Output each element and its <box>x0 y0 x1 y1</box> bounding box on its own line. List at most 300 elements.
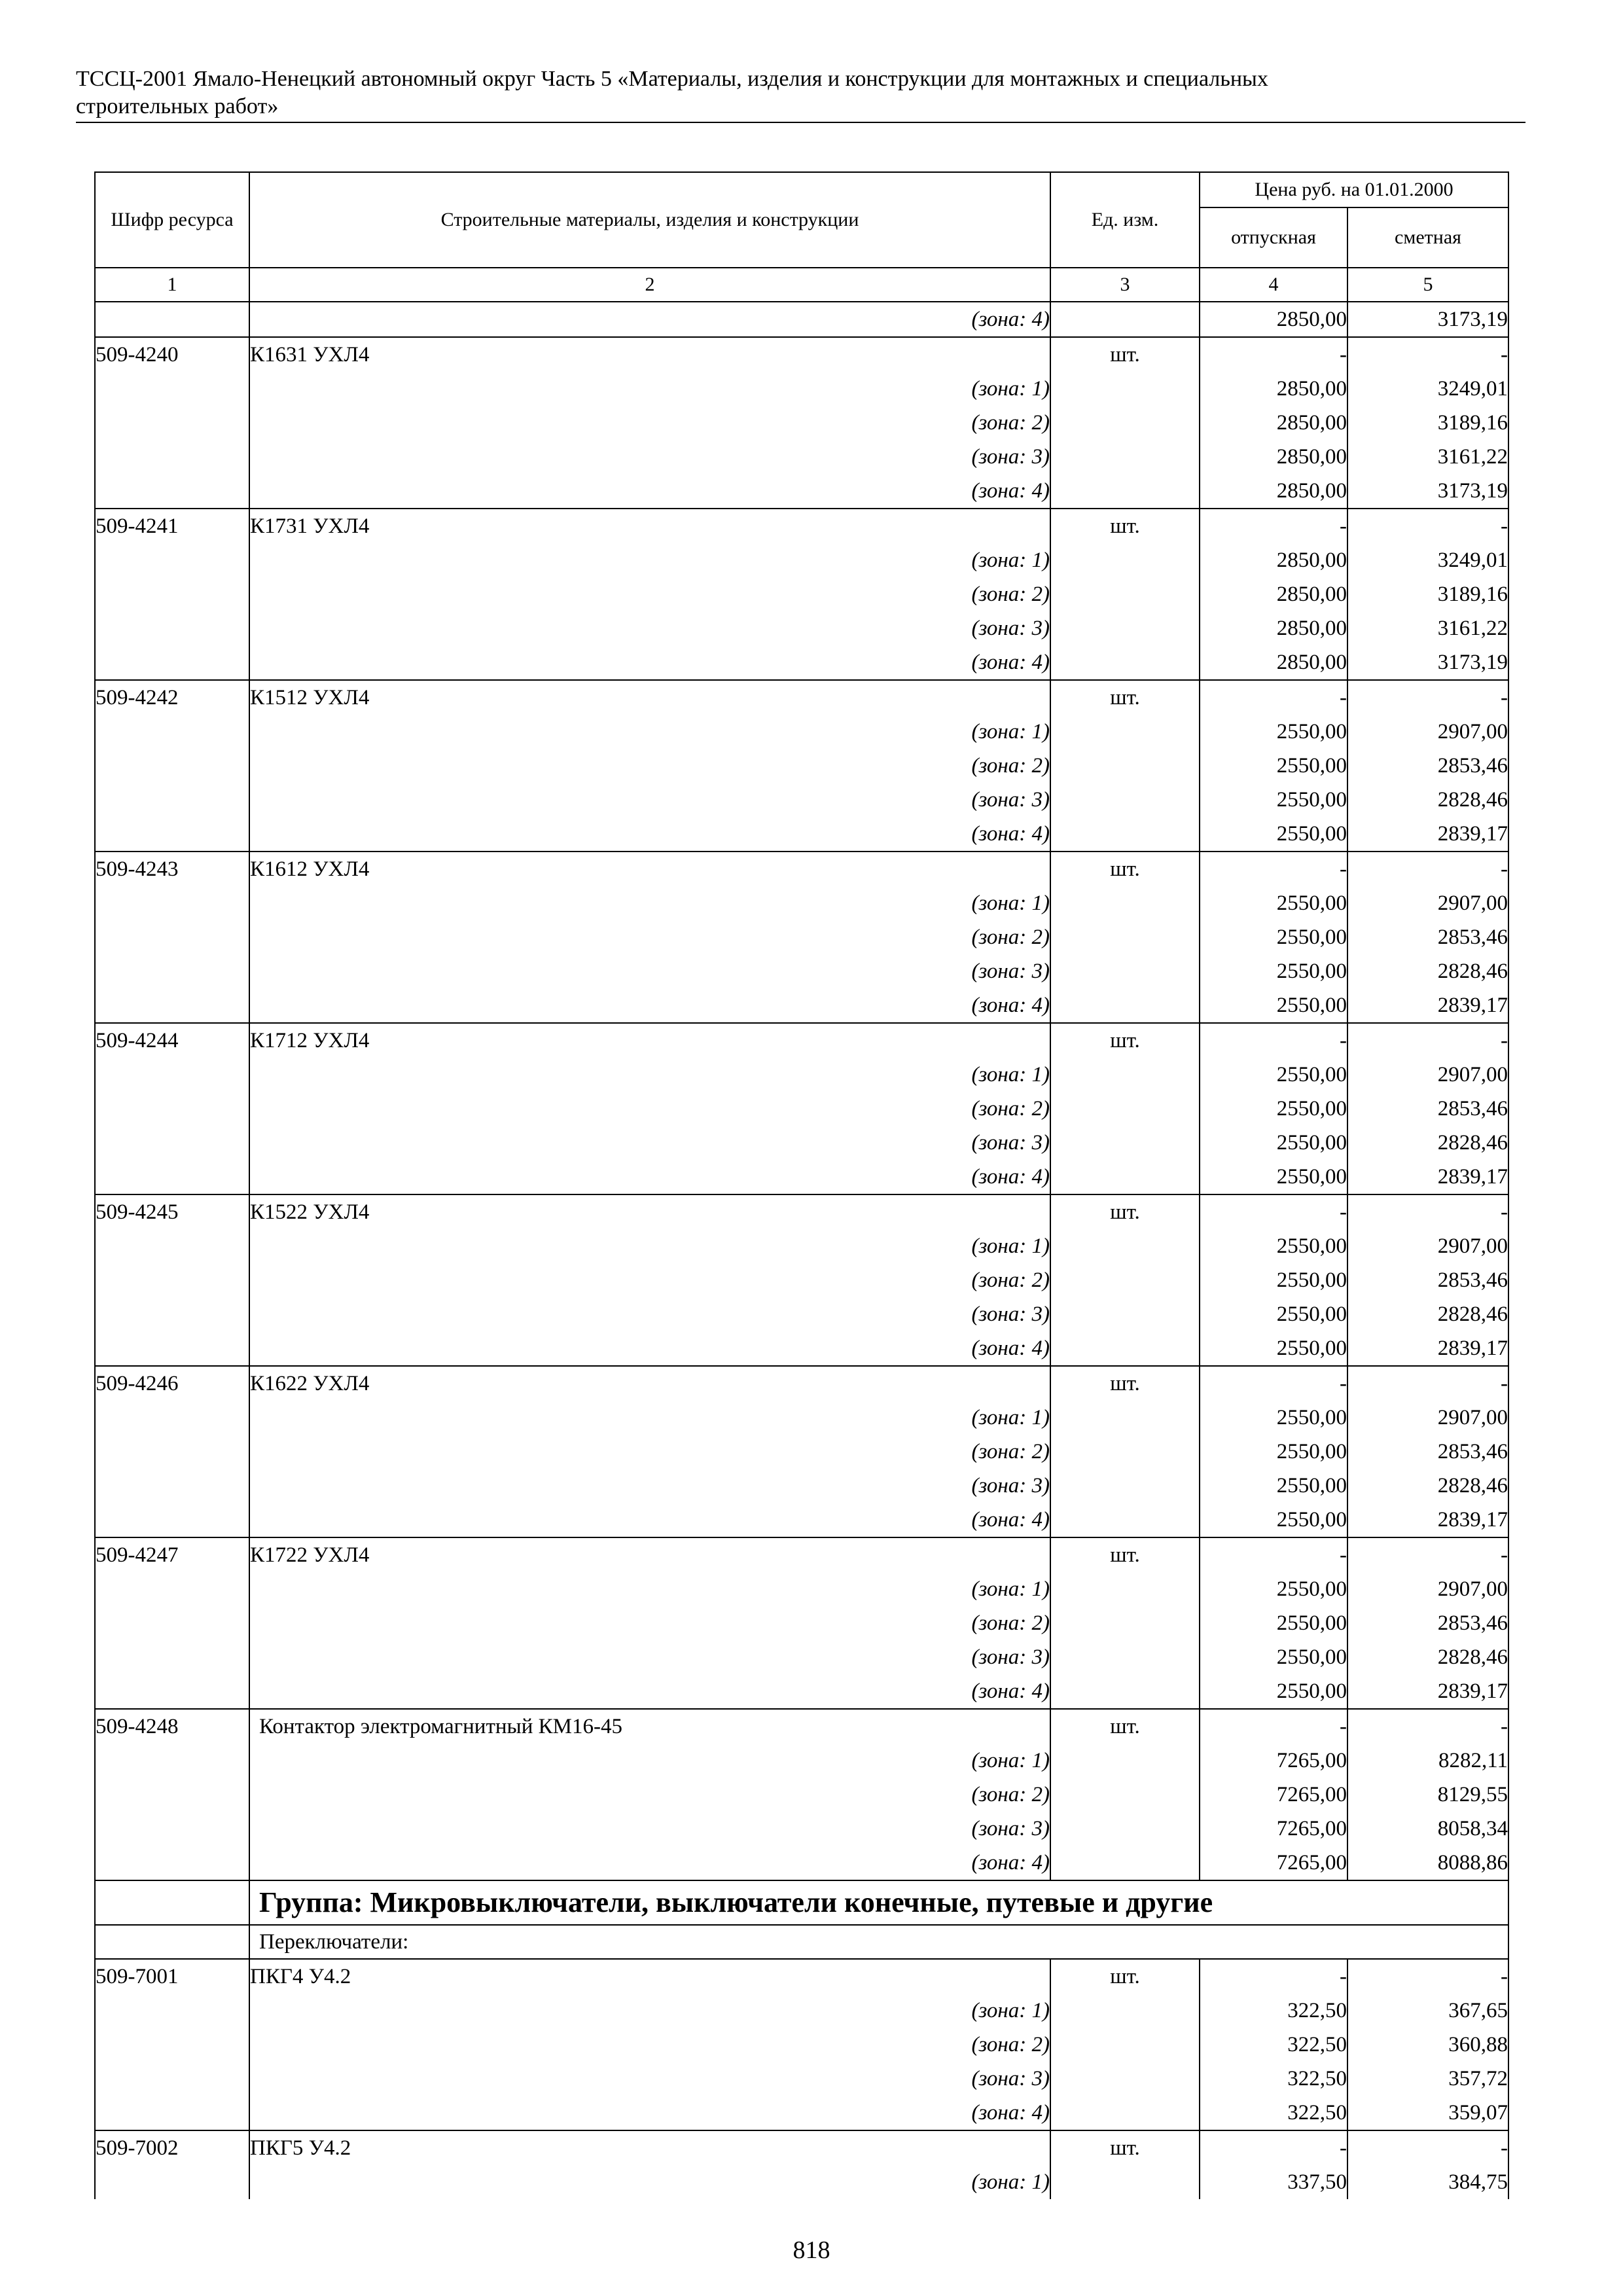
zone-label: (зона: 3) <box>249 611 1050 645</box>
unit-cell <box>1050 1229 1200 1263</box>
code-cell <box>95 406 249 440</box>
unit-cell <box>1050 1092 1200 1126</box>
item-row <box>95 1023 1508 1058</box>
column-number-row <box>95 268 1508 302</box>
zone-row <box>95 1744 1508 1778</box>
unit-cell <box>1050 920 1200 954</box>
unit-cell <box>1050 1640 1200 1674</box>
column-number: 3 <box>1050 268 1200 302</box>
code-cell <box>95 783 249 817</box>
code-cell <box>95 1263 249 1297</box>
unit-cell <box>1050 1572 1200 1606</box>
zone-row <box>95 1126 1508 1160</box>
item-row <box>95 1194 1508 1229</box>
code-cell <box>95 1229 249 1263</box>
zone-row <box>95 1778 1508 1812</box>
code-cell <box>95 1092 249 1126</box>
resource-code: 509-4243 <box>95 852 249 886</box>
zone-row <box>95 1331 1508 1366</box>
zone-row <box>95 749 1508 783</box>
zone-label: (зона: 4) <box>249 1503 1050 1537</box>
document-header <box>76 65 1525 120</box>
zone-row <box>95 1674 1508 1709</box>
zone-row <box>95 1229 1508 1263</box>
estimate-price: - <box>1347 1366 1508 1401</box>
code-cell <box>95 645 249 680</box>
code-cell <box>95 988 249 1023</box>
zone-row <box>95 817 1508 852</box>
resource-code: 509-4246 <box>95 1366 249 1401</box>
unit-cell: шт. <box>1050 1023 1200 1058</box>
release-price: 2850,00 <box>1200 577 1347 611</box>
items-block-b <box>95 1959 1508 2199</box>
subgroup-code-cell <box>95 1925 249 1959</box>
zone-label: (зона: 3) <box>249 954 1050 988</box>
release-price: - <box>1200 1366 1347 1401</box>
estimate-price: - <box>1347 680 1508 715</box>
zone-label: (зона: 3) <box>249 1640 1050 1674</box>
code-cell <box>95 1994 249 2028</box>
release-price: - <box>1200 509 1347 543</box>
unit-cell <box>1050 2165 1200 2199</box>
code-cell <box>95 440 249 474</box>
zone-row <box>95 1640 1508 1674</box>
unit-cell <box>1050 440 1200 474</box>
item-name: К1522 УХЛ4 <box>249 1194 1050 1229</box>
item-row <box>95 1709 1508 1744</box>
group-row <box>95 1880 1508 1925</box>
zone-label: (зона: 4) <box>249 817 1050 852</box>
estimate-price: 2828,46 <box>1347 954 1508 988</box>
code-cell <box>95 2096 249 2130</box>
subgroup-row <box>95 1925 1508 1959</box>
code-cell <box>95 577 249 611</box>
code-cell <box>95 1674 249 1709</box>
resource-code: 509-7001 <box>95 1959 249 1994</box>
zone-row <box>95 577 1508 611</box>
release-price: 2550,00 <box>1200 1503 1347 1537</box>
unit-cell <box>1050 2096 1200 2130</box>
group-code-cell <box>95 1880 249 1925</box>
subgroup-title: Переключатели: <box>249 1925 1508 1959</box>
release-price: 2550,00 <box>1200 1640 1347 1674</box>
resource-code: 509-4245 <box>95 1194 249 1229</box>
estimate-price: 2853,46 <box>1347 1263 1508 1297</box>
estimate-price: 2907,00 <box>1347 1058 1508 1092</box>
estimate-price: 2853,46 <box>1347 920 1508 954</box>
zone-row <box>95 1994 1508 2028</box>
unit-cell <box>1050 1263 1200 1297</box>
header-line-2: строительных работ» <box>76 94 279 118</box>
page-number: 818 <box>793 2236 830 2264</box>
unit-cell <box>1050 783 1200 817</box>
estimate-price: - <box>1347 1709 1508 1744</box>
unit-cell: шт. <box>1050 852 1200 886</box>
header-rule <box>76 122 1525 123</box>
column-number: 2 <box>249 268 1050 302</box>
release-price: 7265,00 <box>1200 1812 1347 1846</box>
release-price: - <box>1200 337 1347 372</box>
code-cell <box>95 920 249 954</box>
unit-cell <box>1050 1331 1200 1366</box>
release-price: 2850,00 <box>1200 645 1347 680</box>
code-cell <box>95 1606 249 1640</box>
estimate-price: 2907,00 <box>1347 886 1508 920</box>
release-price: 2550,00 <box>1200 1126 1347 1160</box>
zone-label: (зона: 3) <box>249 1297 1050 1331</box>
code-cell <box>95 1331 249 1366</box>
release-price: 2550,00 <box>1200 783 1347 817</box>
release-price: 2850,00 <box>1200 474 1347 509</box>
unit-cell <box>1050 406 1200 440</box>
col-header-unit: Ед. изм. <box>1050 172 1200 268</box>
estimate-price: 2828,46 <box>1347 1297 1508 1331</box>
item-row <box>95 2130 1508 2165</box>
code-cell <box>95 1846 249 1880</box>
zone-row <box>95 645 1508 680</box>
code-cell <box>95 543 249 577</box>
unit-cell: шт. <box>1050 1366 1200 1401</box>
zone-label: (зона: 2) <box>249 2028 1050 2062</box>
code-cell <box>95 1297 249 1331</box>
zone-label: (зона: 2) <box>249 1606 1050 1640</box>
unit-cell: шт. <box>1050 680 1200 715</box>
unit-cell: шт. <box>1050 1709 1200 1744</box>
zone-label: (зона: 4) <box>249 474 1050 509</box>
zone-row <box>95 1503 1508 1537</box>
release-price: - <box>1200 2130 1347 2165</box>
item-name: К1631 УХЛ4 <box>249 337 1050 372</box>
zone-row <box>95 406 1508 440</box>
group-block <box>95 1880 1508 1959</box>
estimate-price: 2839,17 <box>1347 817 1508 852</box>
col-header-estimate: сметная <box>1347 207 1508 268</box>
estimate-price: 2839,17 <box>1347 988 1508 1023</box>
estimate-price: 2839,17 <box>1347 1503 1508 1537</box>
zone-row <box>95 1401 1508 1435</box>
item-row <box>95 1537 1508 1572</box>
unit-cell <box>1050 1058 1200 1092</box>
zone-label: (зона: 1) <box>249 543 1050 577</box>
zone-label: (зона: 1) <box>249 1058 1050 1092</box>
release-price: 2550,00 <box>1200 715 1347 749</box>
zone-row <box>95 988 1508 1023</box>
estimate-price: - <box>1347 852 1508 886</box>
code-cell <box>95 1435 249 1469</box>
unit-cell <box>1050 1812 1200 1846</box>
unit-cell: шт. <box>1050 509 1200 543</box>
unit-cell: шт. <box>1050 337 1200 372</box>
unit-cell <box>1050 1401 1200 1435</box>
estimate-price: 2828,46 <box>1347 1469 1508 1503</box>
zone-row <box>95 1263 1508 1297</box>
item-row <box>95 509 1508 543</box>
estimate-price: 8282,11 <box>1347 1744 1508 1778</box>
release-price: 2550,00 <box>1200 1092 1347 1126</box>
estimate-price: 3189,16 <box>1347 577 1508 611</box>
items-block-a <box>95 302 1508 1880</box>
code-cell <box>95 2165 249 2199</box>
zone-row <box>95 1846 1508 1880</box>
release-price: 322,50 <box>1200 2062 1347 2096</box>
estimate-price: - <box>1347 2130 1508 2165</box>
estimate-price: 2828,46 <box>1347 1640 1508 1674</box>
zone-label: (зона: 1) <box>249 2165 1050 2199</box>
estimate-price: 2907,00 <box>1347 1401 1508 1435</box>
unit-cell <box>1050 1674 1200 1709</box>
code-cell <box>95 1744 249 1778</box>
resource-code: 509-4244 <box>95 1023 249 1058</box>
code-cell <box>95 1572 249 1606</box>
zone-row <box>95 372 1508 406</box>
zone-label: (зона: 1) <box>249 715 1050 749</box>
code-cell <box>95 1640 249 1674</box>
zone-row <box>95 2096 1508 2130</box>
zone-label: (зона: 4) <box>249 1846 1050 1880</box>
col-header-code: Шифр ресурса <box>95 172 249 268</box>
code-cell <box>95 372 249 406</box>
zone-label: (зона: 4) <box>249 302 1050 337</box>
estimate-price: 2907,00 <box>1347 1572 1508 1606</box>
release-price: 2550,00 <box>1200 886 1347 920</box>
estimate-price: 3161,22 <box>1347 440 1508 474</box>
zone-label: (зона: 4) <box>249 1160 1050 1194</box>
item-row <box>95 1959 1508 1994</box>
unit-cell <box>1050 2062 1200 2096</box>
zone-label: (зона: 2) <box>249 1778 1050 1812</box>
unit-cell <box>1050 543 1200 577</box>
zone-row <box>95 715 1508 749</box>
unit-cell <box>1050 1994 1200 2028</box>
code-cell <box>95 715 249 749</box>
table-head <box>95 172 1508 302</box>
price-table <box>94 171 1509 2199</box>
item-name: К1622 УХЛ4 <box>249 1366 1050 1401</box>
unit-cell <box>1050 1469 1200 1503</box>
release-price: 2550,00 <box>1200 1572 1347 1606</box>
release-price: - <box>1200 1709 1347 1744</box>
header-line-1: ТССЦ-2001 Ямало-Ненецкий автономный округ Часть 5 «Материалы, изделия и конструкции для монтажных и специальных <box>76 67 1268 91</box>
estimate-price: - <box>1347 1194 1508 1229</box>
carryover-row <box>95 302 1508 337</box>
zone-row <box>95 1572 1508 1606</box>
item-name: К1712 УХЛ4 <box>249 1023 1050 1058</box>
item-row <box>95 337 1508 372</box>
release-price: 2550,00 <box>1200 749 1347 783</box>
zone-row <box>95 474 1508 509</box>
unit-cell <box>1050 1435 1200 1469</box>
release-price: - <box>1200 1194 1347 1229</box>
release-price: 2550,00 <box>1200 1160 1347 1194</box>
zone-label: (зона: 1) <box>249 1572 1050 1606</box>
unit-cell <box>1050 645 1200 680</box>
code-cell <box>95 1778 249 1812</box>
code-cell <box>95 302 249 337</box>
release-price: 2550,00 <box>1200 1401 1347 1435</box>
estimate-price: 8088,86 <box>1347 1846 1508 1880</box>
item-row <box>95 680 1508 715</box>
zone-row <box>95 2165 1508 2199</box>
estimate-price: 2828,46 <box>1347 783 1508 817</box>
code-cell <box>95 817 249 852</box>
zone-label: (зона: 2) <box>249 749 1050 783</box>
estimate-price: 2839,17 <box>1347 1331 1508 1366</box>
unit-cell <box>1050 1778 1200 1812</box>
release-price: 2850,00 <box>1200 543 1347 577</box>
zone-label: (зона: 3) <box>249 2062 1050 2096</box>
item-row <box>95 852 1508 886</box>
release-price: 2550,00 <box>1200 1058 1347 1092</box>
zone-row <box>95 954 1508 988</box>
unit-cell <box>1050 715 1200 749</box>
zone-row <box>95 1092 1508 1126</box>
release-price: 2550,00 <box>1200 1331 1347 1366</box>
estimate-price: 3161,22 <box>1347 611 1508 645</box>
zone-row <box>95 2028 1508 2062</box>
zone-row <box>95 920 1508 954</box>
zone-label: (зона: 1) <box>249 1994 1050 2028</box>
item-name: К1722 УХЛ4 <box>249 1537 1050 1572</box>
estimate-price: 3173,19 <box>1347 302 1508 337</box>
unit-cell <box>1050 302 1200 337</box>
unit-cell <box>1050 1744 1200 1778</box>
estimate-price: 360,88 <box>1347 2028 1508 2062</box>
zone-row <box>95 783 1508 817</box>
estimate-price: 357,72 <box>1347 2062 1508 2096</box>
zone-label: (зона: 2) <box>249 1263 1050 1297</box>
zone-label: (зона: 1) <box>249 372 1050 406</box>
release-price: - <box>1200 1023 1347 1058</box>
column-number: 5 <box>1347 268 1508 302</box>
item-name: К1612 УХЛ4 <box>249 852 1050 886</box>
zone-label: (зона: 1) <box>249 1744 1050 1778</box>
resource-code: 509-7002 <box>95 2130 249 2165</box>
unit-cell <box>1050 817 1200 852</box>
zone-label: (зона: 3) <box>249 783 1050 817</box>
code-cell <box>95 1058 249 1092</box>
zone-row <box>95 1435 1508 1469</box>
resource-code: 509-4242 <box>95 680 249 715</box>
estimate-price: 3249,01 <box>1347 543 1508 577</box>
resource-code: 509-4240 <box>95 337 249 372</box>
zone-label: (зона: 3) <box>249 440 1050 474</box>
zone-label: (зона: 1) <box>249 1229 1050 1263</box>
zone-row <box>95 1469 1508 1503</box>
zone-label: (зона: 3) <box>249 1469 1050 1503</box>
estimate-price: 384,75 <box>1347 2165 1508 2199</box>
code-cell <box>95 2028 249 2062</box>
release-price: 2550,00 <box>1200 1435 1347 1469</box>
estimate-price: 3249,01 <box>1347 372 1508 406</box>
column-number: 4 <box>1200 268 1347 302</box>
release-price: 2550,00 <box>1200 817 1347 852</box>
estimate-price: 3173,19 <box>1347 645 1508 680</box>
unit-cell <box>1050 1503 1200 1537</box>
zone-label: (зона: 3) <box>249 1126 1050 1160</box>
unit-cell <box>1050 1297 1200 1331</box>
release-price: 2850,00 <box>1200 406 1347 440</box>
release-price: 2550,00 <box>1200 1606 1347 1640</box>
zone-label: (зона: 4) <box>249 1331 1050 1366</box>
estimate-price: - <box>1347 509 1508 543</box>
estimate-price: - <box>1347 1023 1508 1058</box>
resource-code: 509-4247 <box>95 1537 249 1572</box>
col-header-name: Строительные материалы, изделия и конструкции <box>249 172 1050 268</box>
unit-cell <box>1050 611 1200 645</box>
estimate-price: 2907,00 <box>1347 1229 1508 1263</box>
zone-row <box>95 1058 1508 1092</box>
release-price: 322,50 <box>1200 2096 1347 2130</box>
zone-row <box>95 1812 1508 1846</box>
unit-cell <box>1050 1606 1200 1640</box>
release-price: 2550,00 <box>1200 1297 1347 1331</box>
estimate-price: 2853,46 <box>1347 1435 1508 1469</box>
estimate-price: 3173,19 <box>1347 474 1508 509</box>
code-cell <box>95 1469 249 1503</box>
zone-row <box>95 611 1508 645</box>
estimate-price: 2853,46 <box>1347 749 1508 783</box>
zone-label: (зона: 3) <box>249 1812 1050 1846</box>
release-price: 2850,00 <box>1200 440 1347 474</box>
estimate-price: 2828,46 <box>1347 1126 1508 1160</box>
zone-label: (зона: 4) <box>249 988 1050 1023</box>
unit-cell <box>1050 749 1200 783</box>
estimate-price: - <box>1347 1959 1508 1994</box>
resource-code: 509-4241 <box>95 509 249 543</box>
unit-cell <box>1050 474 1200 509</box>
zone-label: (зона: 2) <box>249 920 1050 954</box>
zone-label: (зона: 4) <box>249 1674 1050 1709</box>
release-price: 2850,00 <box>1200 302 1347 337</box>
code-cell <box>95 474 249 509</box>
unit-cell: шт. <box>1050 1194 1200 1229</box>
zone-row <box>95 543 1508 577</box>
release-price: 2550,00 <box>1200 1674 1347 1709</box>
estimate-price: 367,65 <box>1347 1994 1508 2028</box>
unit-cell: шт. <box>1050 1537 1200 1572</box>
code-cell <box>95 611 249 645</box>
zone-row <box>95 1606 1508 1640</box>
release-price: 7265,00 <box>1200 1778 1347 1812</box>
item-row <box>95 1366 1508 1401</box>
release-price: - <box>1200 1537 1347 1572</box>
column-number: 1 <box>95 268 249 302</box>
unit-cell <box>1050 1846 1200 1880</box>
release-price: 7265,00 <box>1200 1744 1347 1778</box>
zone-row <box>95 2062 1508 2096</box>
release-price: - <box>1200 852 1347 886</box>
estimate-price: - <box>1347 337 1508 372</box>
code-cell <box>95 1503 249 1537</box>
estimate-price: 2839,17 <box>1347 1674 1508 1709</box>
estimate-price: 2853,46 <box>1347 1606 1508 1640</box>
item-name: К1731 УХЛ4 <box>249 509 1050 543</box>
zone-label: (зона: 2) <box>249 1435 1050 1469</box>
release-price: 2550,00 <box>1200 1229 1347 1263</box>
estimate-price: 8129,55 <box>1347 1778 1508 1812</box>
code-cell <box>95 886 249 920</box>
zone-row <box>95 1160 1508 1194</box>
code-cell <box>95 749 249 783</box>
code-cell <box>95 1812 249 1846</box>
zone-label: (зона: 4) <box>249 645 1050 680</box>
estimate-price: 359,07 <box>1347 2096 1508 2130</box>
unit-cell <box>1050 1126 1200 1160</box>
zone-label: (зона: 1) <box>249 1401 1050 1435</box>
release-price: 337,50 <box>1200 2165 1347 2199</box>
zone-label: (зона: 4) <box>249 2096 1050 2130</box>
release-price: 322,50 <box>1200 1994 1347 2028</box>
